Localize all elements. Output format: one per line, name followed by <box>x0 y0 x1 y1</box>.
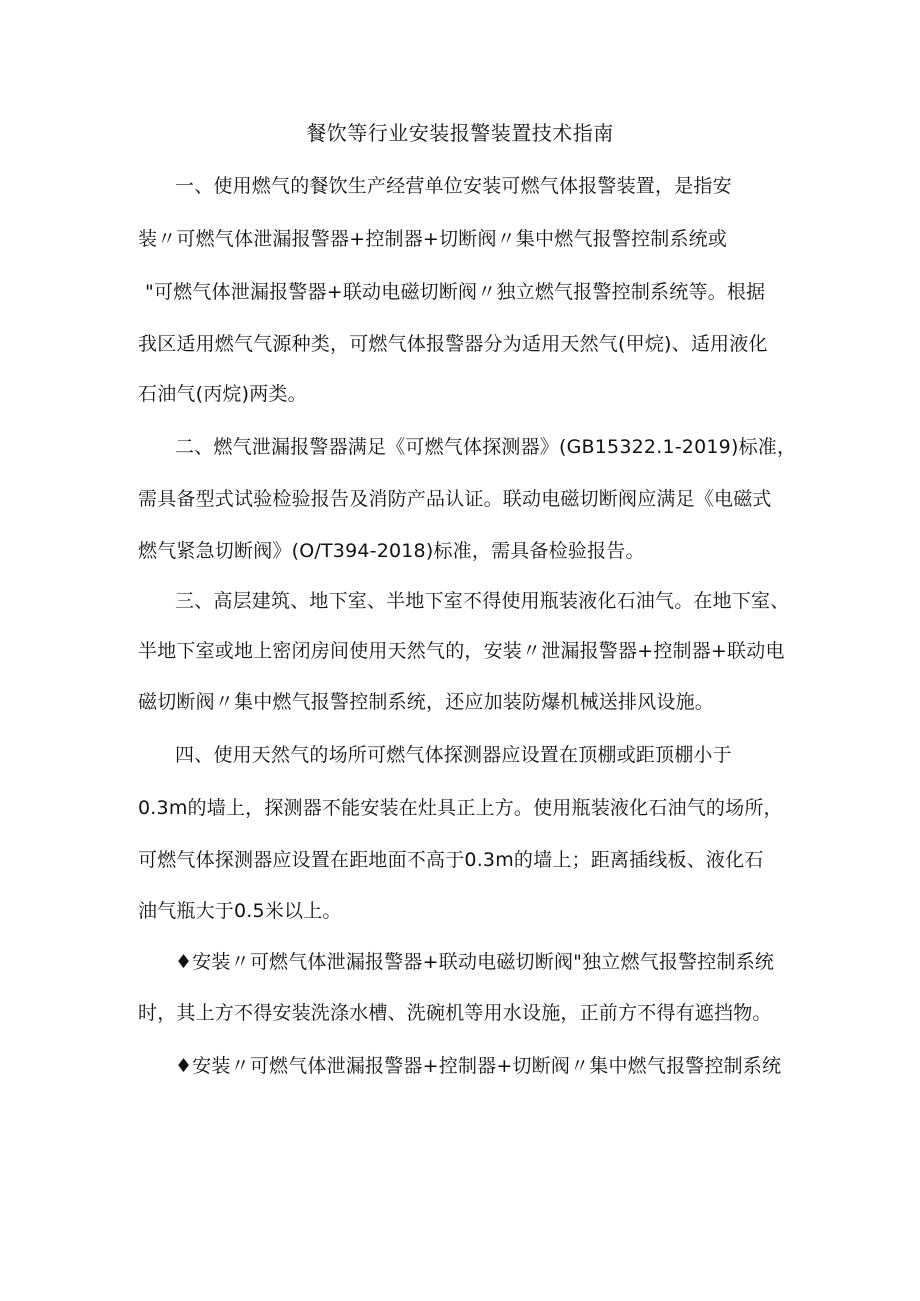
paragraph-4-line-3: 可燃气体探测器应设置在距地面不高于0.3m的墙上；距离插线板、液化石 <box>138 849 764 871</box>
document-title: 餐饮等行业安装报警装置技术指南 <box>306 121 614 145</box>
paragraph-3-line-1: 三、高层建筑、地下室、半地下室不得使用瓶装液化石油气。在地下室、 <box>175 590 790 612</box>
paragraph-2-line-3: 燃气紧急切断阀》(O/T394-2018)标准，需具备检验报告。 <box>138 540 645 562</box>
paragraph-4-line-2: 0.3m的墙上，探测器不能安装在灶具正上方。使用瓶装液化石油气的场所， <box>138 797 783 819</box>
paragraph-4-line-4: 油气瓶大于0.5米以上。 <box>138 900 342 922</box>
paragraph-3-line-2: 半地下室或地上密闭房间使用天然气的，安装〃泄漏报警器+控制器+联动电 <box>138 640 785 662</box>
paragraph-1-line-2: 装〃可燃气体泄漏报警器+控制器+切断阀〃集中燃气报警控制系统或 <box>138 228 728 250</box>
bullet-2-line-1: ♦安装〃可燃气体泄漏报警器+控制器+切断阀〃集中燃气报警控制系统 <box>175 1055 782 1077</box>
paragraph-4-line-1: 四、使用天然气的场所可燃气体探测器应设置在顶棚或距顶棚小于 <box>175 744 732 766</box>
paragraph-2-line-1: 二、燃气泄漏报警器满足《可燃气体探测器》(GB15322.1-2019)标准， <box>175 436 797 458</box>
paragraph-3-line-3: 磁切断阀〃集中燃气报警控制系统，还应加装防爆机械送排风设施。 <box>138 691 715 713</box>
paragraph-2-line-2: 需具备型式试验检验报告及消防产品认证。联动电磁切断阀应满足《电磁式 <box>138 488 772 510</box>
paragraph-1-line-4: 我区适用燃气气源种类，可燃气体报警器分为适用天然气(甲烷)、适用液化 <box>138 333 768 355</box>
bullet-1-line-1: ♦安装〃可燃气体泄漏报警器+联动电磁切断阀"独立燃气报警控制系统 <box>175 951 775 973</box>
paragraph-1-line-3: "可燃气体泄漏报警器+联动电磁切断阀〃独立燃气报警控制系统等。根据 <box>145 281 766 303</box>
bullet-1-line-2: 时，其上方不得安装洗涤水槽、洗碗机等用水设施，正前方不得有遮挡物。 <box>138 1002 772 1024</box>
paragraph-1-line-5: 石油气(丙烷)两类。 <box>138 383 307 405</box>
paragraph-1-line-1: 一、使用燃气的餐饮生产经营单位安装可燃气体报警装置，是指安 <box>175 175 732 197</box>
